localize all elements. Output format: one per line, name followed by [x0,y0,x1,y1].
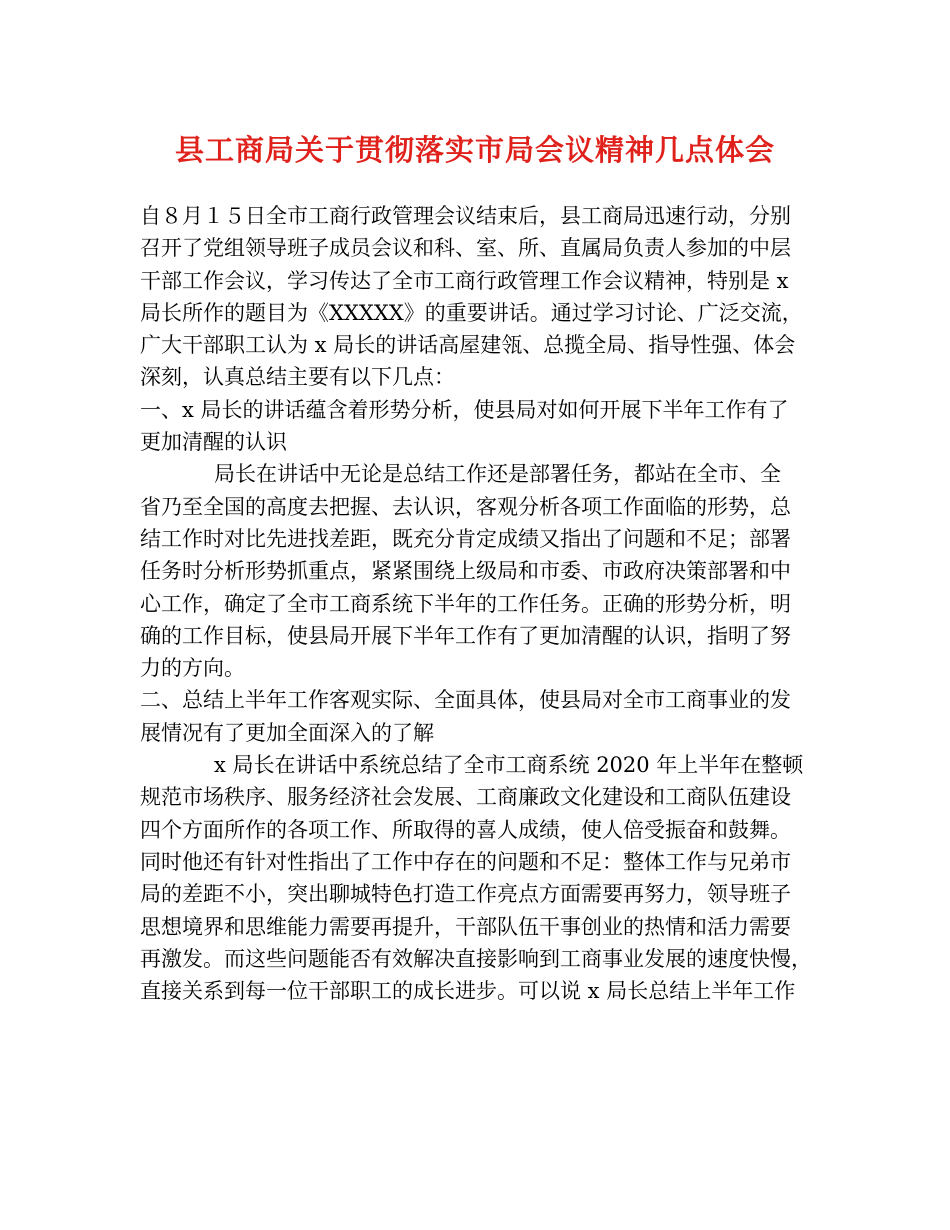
body-line: 任务时分析形势抓重点，紧紧围绕上级局和市委、市政府决策部署和中 [140,559,791,584]
section-heading-line: 一、x 局长的讲话蕴含着形势分析，使县局对如何开展下半年工作有了 [140,397,789,422]
body-line: 省乃至全国的高度去把握、去认识，客观分析各项工作面临的形势，总 [140,494,791,519]
section-heading-line: 二、总结上半年工作客观实际、全面具体，使县局对全市工商事业的发 [140,688,791,713]
section-heading-line: 更加清醒的认识 [140,430,287,455]
body-line: 广大干部职工认为 x 局长的讲话高屋建瓴、总揽全局、指导性强、体会 [140,333,796,358]
body-line: 干部工作会议，学习传达了全市工商行政管理工作会议精神，特别是 x [140,268,789,293]
body-line: 局的差距不小，突出聊城特色打造工作亮点方面需要再努力，领导班子 [140,882,791,907]
body-line: 局长所作的题目为《XXXXX》的重要讲话。通过学习讨论、广泛交流， [140,300,803,325]
body-line: 确的工作目标，使县局开展下半年工作有了更加清醒的认识，指明了努 [140,623,791,648]
body-line: 心工作，确定了全市工商系统下半年的工作任务。正确的形势分析，明 [140,591,791,616]
body-line: 自８月１５日全市工商行政管理会议结束后，县工商局迅速行动，分别 [140,204,791,228]
body-line: 局长在讲话中无论是总结工作还是部署任务，都站在全市、全 [214,462,781,487]
body-line: 力的方向。 [140,656,245,681]
body-line: 四个方面所作的各项工作、所取得的喜人成绩，使人倍受振奋和鼓舞。 [140,817,791,842]
section-heading-line: 展情况有了更加全面深入的了解 [140,720,434,745]
body-line: 规范市场秩序、服务经济社会发展、工商廉政文化建设和工商队伍建设 [140,785,791,810]
body-line: 同时他还有针对性指出了工作中存在的问题和不足：整体工作与兄弟市 [140,849,791,874]
body-line: 结工作时对比先进找差距，既充分肯定成绩又指出了问题和不足；部署 [140,526,791,551]
body-line: 深刻，认真总结主要有以下几点： [140,365,455,390]
body-line: 思想境界和思维能力需要再提升，干部队伍干事创业的热情和活力需要 [140,914,791,939]
body-line: 直接关系到每一位干部职工的成长进步。可以说 x 局长总结上半年工作 [140,979,796,1004]
body-line: 召开了党组领导班子成员会议和科、室、所、直属局负责人参加的中层 [140,236,791,261]
body-line: x 局长在讲话中系统总结了全市工商系统 2020 年上半年在整顿 [214,753,804,778]
document-body [140,200,820,1007]
document-title: 县工商局关于贯彻落实市局会议精神几点体会 [174,133,775,167]
body-line: 再激发。而这些问题能否有效解决直接影响到工商事业发展的速度快慢， [140,946,812,971]
